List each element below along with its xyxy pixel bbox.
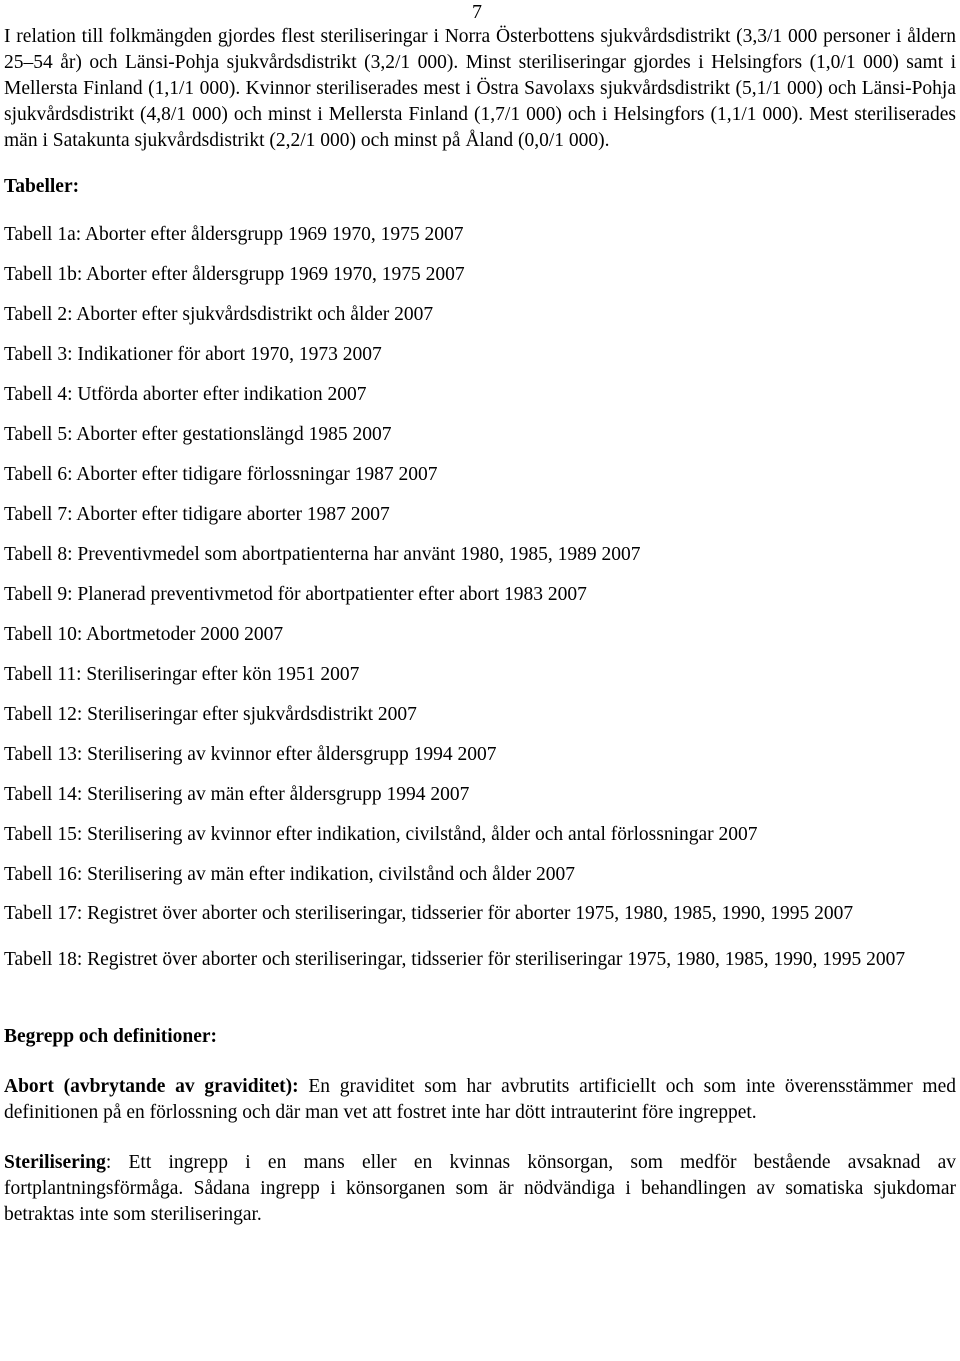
list-item: Tabell 7: Aborter efter tidigare aborter 1987 2007: [4, 504, 390, 525]
list-item: Tabell 15: Sterilisering av kvinnor efter indikation, civilstånd, ålder och antal förlossningar 2007: [4, 824, 758, 845]
definition-text: En graviditet som har avbrutits artificiellt och som inte överensstämmer med definitionen på en förlossning och där man vet att fostret inte har dött intrauterint före ingreppet.: [4, 1076, 957, 1123]
list-item: Tabell 8: Preventivmedel som abortpatienterna har använt 1980, 1985, 1989 2007: [4, 544, 641, 565]
intro-paragraph: I relation till folkmängden gjordes flest steriliseringar i Norra Österbottens sjukvårdsdistrikt (3,3/1 000 personer i åldern 25–54 år) och Länsi-Pohja sjukvårdsdistrikt (3,2/1 000). Minst steriliseringar gjordes i Helsingfors (1,0/1 000) samt i Mellersta Finland (1,1/1 000). Kvinnor steriliserades mest i Östra Savolaxs sjukvårdsdistrikt (5,1/1 000) och Länsi-Pohja sjukvårdsdistrikt (4,8/1 000) och minst i Mellersta Finland (1,7/1 000) och i Helsingfors (1,1/1 000). Mest steriliserades män i Satakunta sjukvårdsdistrikt (2,2/1 000) och minst på Åland (0,0/1 000).: [4, 26, 956, 151]
list-item: Tabell 1b: Aborter efter åldersgrupp 1969 1970, 1975 2007: [4, 264, 465, 285]
list-item: Tabell 3: Indikationer för abort 1970, 1973 2007: [4, 344, 382, 365]
page-number: 7: [472, 1, 482, 23]
list-item: Tabell 18: Registret över aborter och steriliseringar, tidsserier för steriliseringar 1975, 1980, 1985, 1990, 1995 2007: [4, 949, 906, 970]
definitions-heading: Begrepp och definitioner:: [4, 1026, 218, 1047]
list-item: Tabell 6: Aborter efter tidigare förlossningar 1987 2007: [4, 464, 438, 485]
definition-text: : Ett ingrepp i en mans eller en kvinnas könsorgan, som medför bestående avsaknad av fortplantningsförmåga. Sådana ingrepp i könsorganen som är nödvändiga i behandlingen av somatiska sjukdomar betraktas inte som steriliseringar.: [4, 1152, 956, 1225]
list-item: Tabell 16: Sterilisering av män efter indikation, civilstånd och ålder 2007: [4, 864, 576, 885]
table-list: [4, 222, 956, 980]
definition-sterilisering: [4, 1150, 956, 1228]
tables-heading: Tabeller:: [4, 176, 80, 197]
document-body: [4, 24, 956, 1228]
list-item: Tabell 13: Sterilisering av kvinnor efter åldersgrupp 1994 2007: [4, 744, 497, 765]
list-item: Tabell 4: Utförda aborter efter indikation 2007: [4, 384, 367, 405]
list-item: Tabell 12: Steriliseringar efter sjukvårdsdistrikt 2007: [4, 704, 417, 725]
definition-term: Abort (avbrytande av graviditet):: [4, 1076, 299, 1097]
list-item: Tabell 10: Abortmetoder 2000 2007: [4, 624, 284, 645]
list-item: Tabell 14: Sterilisering av män efter åldersgrupp 1994 2007: [4, 784, 470, 805]
list-item: Tabell 9: Planerad preventivmetod för abortpatienter efter abort 1983 2007: [4, 584, 587, 605]
definition-term: Sterilisering: [4, 1152, 106, 1173]
list-item: Tabell 5: Aborter efter gestationslängd 1985 2007: [4, 424, 392, 445]
list-item: Tabell 11: Steriliseringar efter kön 1951 2007: [4, 664, 360, 685]
list-item: Tabell 2: Aborter efter sjukvårdsdistrikt och ålder 2007: [4, 304, 434, 325]
list-item: Tabell 1a: Aborter efter åldersgrupp 1969 1970, 1975 2007: [4, 224, 464, 245]
definition-abort: [4, 1074, 956, 1126]
list-item: Tabell 17: Registret över aborter och steriliseringar, tidsserier för aborter 1975, 1980, 1985, 1990, 1995 2007: [4, 903, 854, 924]
